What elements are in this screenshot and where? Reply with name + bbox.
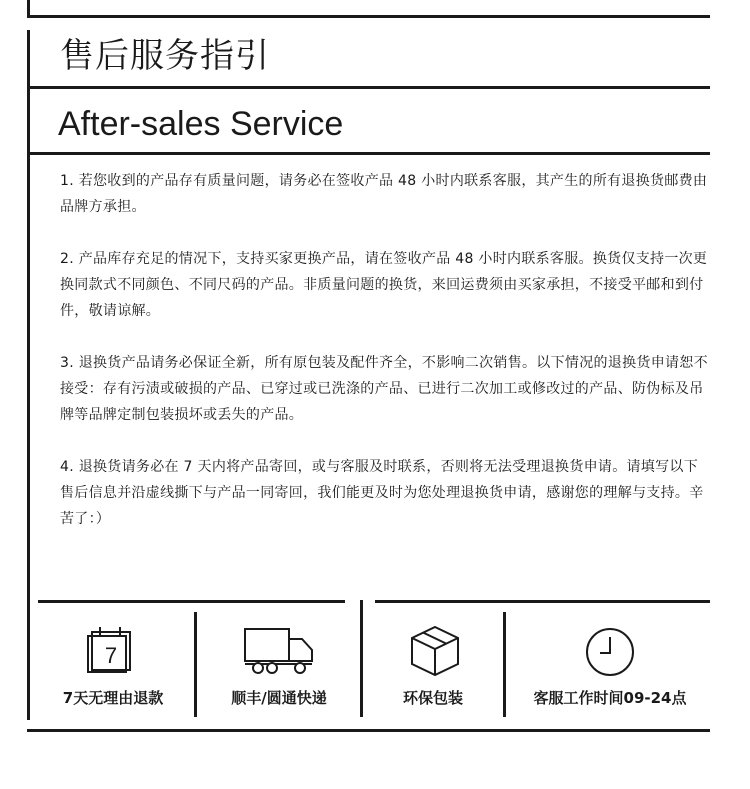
- service-refund: [84, 624, 136, 674]
- calendar-day-number: 7: [104, 643, 118, 668]
- policy-paragraph-3: 3. 退换货产品请务必保证全新，所有原包装及配件齐全，不影响二次销售。以下情况的退换货申请恕不接受：存有污渍或破损的产品、已穿过或已洗涤的产品、已进行二次加工或修改过的产品、防伪标及吊牌等品牌定制包装损坏或丢失的产品。: [60, 355, 708, 423]
- service-label-hours: 客服工作时间09-24点: [533, 689, 687, 707]
- services-top-rule-left: [38, 600, 345, 603]
- divider-title-en: [30, 152, 710, 155]
- frame-bottom-rule: [27, 729, 710, 732]
- services-top-rule-right: [375, 600, 710, 603]
- delivery-truck-icon: [242, 626, 316, 676]
- policy-paragraph-2: 2. 产品库存充足的情况下，支持买家更换产品，请在签收产品 48 小时内联系客服。换货仅支持一次更换同款式不同颜色、不同尺码的产品。非质量问题的换货，来回运费须由买家承担，不接受平邮和到付件，敬请谅解。: [60, 251, 708, 319]
- services-separator-3: [503, 612, 506, 717]
- package-box-icon: [408, 624, 462, 678]
- services-separator-1: [194, 612, 197, 717]
- calendar-7-icon: [84, 624, 136, 674]
- clock-icon: [584, 626, 636, 678]
- policy-paragraph-4: 4. 退换货请务必在 7 天内将产品寄回，或与客服及时联系，否则将无法受理退换货申请。请填写以下售后信息并沿虚线撕下与产品一同寄回，我们能更及时为您处理退换货申请，感谢您的理解与支持。辛苦了：）: [60, 459, 704, 527]
- page-title-chinese: 售后服务指引: [60, 36, 270, 76]
- policy-paragraph-1: 1. 若您收到的产品存有质量问题，请务必在签收产品 48 小时内联系客服，其产生的所有退换货邮费由品牌方承担。: [60, 173, 708, 215]
- service-label-refund: 7天无理由退款: [62, 689, 164, 707]
- service-label-packaging: 环保包装: [402, 689, 463, 707]
- page-title-english: After-sales Service: [58, 105, 344, 143]
- service-label-shipping: 顺丰/圆通快递: [231, 689, 327, 707]
- frame-left-border: [27, 30, 30, 720]
- service-packaging: [408, 624, 462, 678]
- frame-top-rule: [30, 15, 710, 18]
- divider-title-cn: [30, 86, 710, 89]
- services-separator-2: [360, 600, 363, 717]
- service-hours: [584, 626, 636, 678]
- service-shipping: [242, 626, 316, 676]
